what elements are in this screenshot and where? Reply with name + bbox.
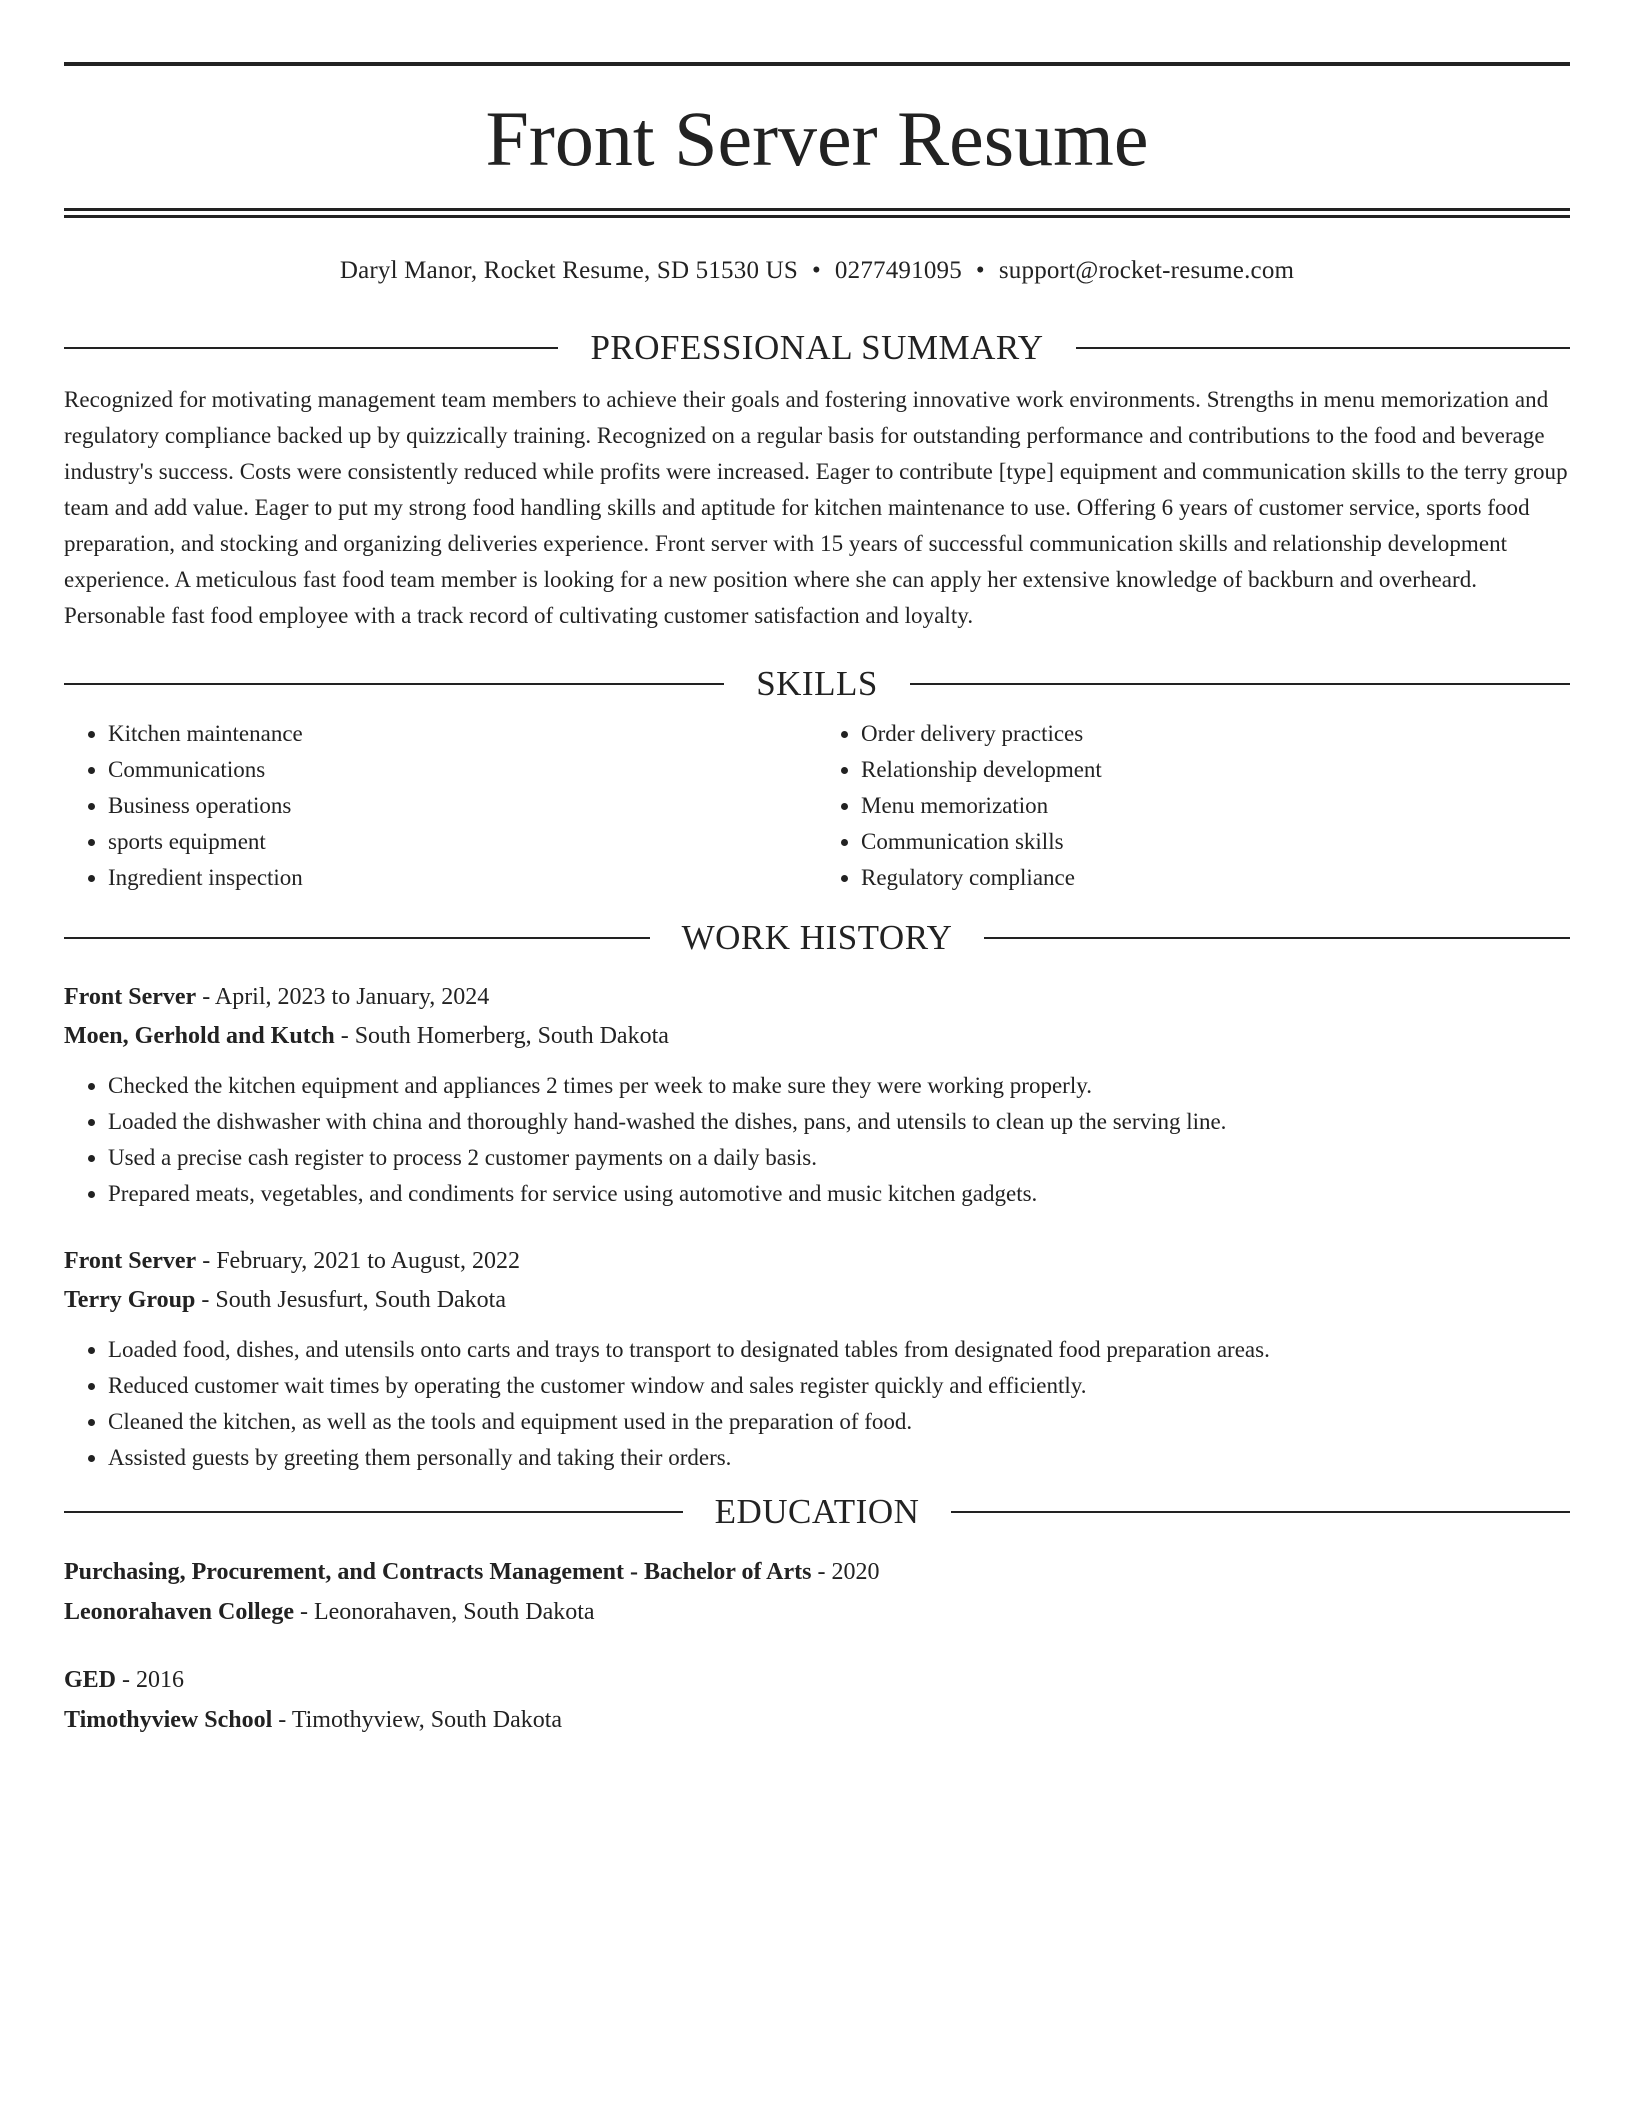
degree-line xyxy=(64,1552,1570,1592)
skill-item: • Ingredient inspection xyxy=(108,860,817,896)
school-line xyxy=(64,1700,1570,1740)
skill-item: • Communications xyxy=(108,752,817,788)
skills-heading: SKILLS xyxy=(756,664,878,703)
summary-text: Recognized for motivating management team members to achieve their goals and fostering innovative work environments. Strengths in menu memorization and regulatory compliance backed up by quizzically training. Recognized on a regular basis for outstanding performance and contributions to the food and beverage industry's success. Costs were consistently reduced while profits were increased. Eager to contribute [type] equipment and communication skills to the terry group team and add value. Eager to put my strong food handling skills and aptitude for kitchen maintenance to use. Offering 6 years of customer service, sports food preparation, and stocking and organizing deliveries experience. Front server with 15 years of successful communication skills and relationship development experience. A meticulous fast food team member is looking for a new position where she can apply her extensive knowledge of backburn and overheard. Personable fast food employee with a track record of cultivating customer satisfaction and loyalty. xyxy=(64,387,1568,628)
job-bullets xyxy=(64,1068,1570,1212)
dash: - xyxy=(272,1707,292,1733)
degree: Purchasing, Procurement, and Contracts Management - Bachelor of Arts xyxy=(64,1559,812,1585)
school-location: Timothyview, South Dakota xyxy=(291,1707,563,1733)
heading-rule-right xyxy=(984,937,1570,939)
job-entry xyxy=(64,978,1570,1212)
degree-line xyxy=(64,1660,1570,1700)
contact-line xyxy=(64,254,1570,288)
school: Leonorahaven College xyxy=(64,1599,294,1625)
job-entry xyxy=(64,1242,1570,1476)
school-line xyxy=(64,1592,1570,1632)
job-bullet: • Assisted guests by greeting them personally and taking their orders. xyxy=(108,1440,1570,1476)
work-section-heading xyxy=(64,916,1570,960)
education-entry xyxy=(64,1660,1570,1740)
skill-item: • Business operations xyxy=(108,788,817,824)
skills-section-heading xyxy=(64,662,1570,706)
skills-column-right xyxy=(817,716,1570,896)
degree: GED xyxy=(64,1667,117,1693)
job-location: South Jesusfurt, South Dakota xyxy=(215,1287,507,1313)
resume-page xyxy=(64,0,1570,1740)
job-location: South Homerberg, South Dakota xyxy=(354,1023,669,1049)
heading-rule-right xyxy=(1076,347,1570,349)
skill-item: • Order delivery practices xyxy=(861,716,1570,752)
contact-separator: • xyxy=(811,257,821,284)
dash: - xyxy=(196,1248,217,1274)
education-entry xyxy=(64,1552,1570,1632)
dash: - xyxy=(195,1287,216,1313)
job-bullet: • Reduced customer wait times by operating the customer window and sales register quickly and efficiently. xyxy=(108,1368,1570,1404)
work-heading: WORK HISTORY xyxy=(681,918,953,957)
job-bullet: • Loaded food, dishes, and utensils onto carts and trays to transport to designated tables from designated food preparation areas. xyxy=(108,1332,1570,1368)
heading-rule-left xyxy=(64,1511,683,1513)
heading-rule-left xyxy=(64,683,724,685)
job-bullet: • Checked the kitchen equipment and appliances 2 times per week to make sure they were working properly. xyxy=(108,1068,1570,1104)
dash: - xyxy=(334,1023,355,1049)
page-title: Front Server Resume xyxy=(485,95,1149,182)
degree-year: 2020 xyxy=(831,1559,880,1585)
job-dates: February, 2021 to August, 2022 xyxy=(216,1248,520,1274)
summary-heading: PROFESSIONAL SUMMARY xyxy=(590,328,1044,367)
skill-item: • Communication skills xyxy=(861,824,1570,860)
education-heading: EDUCATION xyxy=(714,1492,920,1531)
heading-rule-right xyxy=(910,683,1570,685)
contact-email[interactable]: support@rocket-resume.com xyxy=(998,257,1295,284)
skill-item: • Menu memorization xyxy=(861,788,1570,824)
dash: - xyxy=(116,1667,137,1693)
skill-item: • Kitchen maintenance xyxy=(108,716,817,752)
contact-separator: • xyxy=(975,257,985,284)
skills-list xyxy=(64,716,1570,896)
job-bullet: • Prepared meats, vegetables, and condiments for service using automotive and music kitchen gadgets. xyxy=(108,1176,1570,1212)
job-title-line xyxy=(64,978,1570,1017)
contact-phone: 0277491095 xyxy=(834,257,962,284)
summary-section-heading xyxy=(64,326,1570,370)
job-dates: April, 2023 to January, 2024 xyxy=(214,984,490,1010)
skills-column-left xyxy=(64,716,817,896)
contact-address: Daryl Manor, Rocket Resume, SD 51530 US xyxy=(339,257,798,284)
degree-year: 2016 xyxy=(136,1667,185,1693)
school-location: Leonorahaven, South Dakota xyxy=(313,1599,595,1625)
dash: - xyxy=(811,1559,832,1585)
job-title-line xyxy=(64,1242,1570,1281)
job-bullets xyxy=(64,1332,1570,1476)
job-title: Front Server xyxy=(64,984,197,1010)
heading-rule-right xyxy=(951,1511,1570,1513)
dash: - xyxy=(293,1599,314,1625)
job-company: Moen, Gerhold and Kutch xyxy=(64,1023,335,1049)
job-company-line xyxy=(64,1017,1570,1056)
job-bullet: • Used a precise cash register to process 2 customer payments on a daily basis. xyxy=(108,1140,1570,1176)
skill-item: • Regulatory compliance xyxy=(861,860,1570,896)
education-section-heading xyxy=(64,1490,1570,1534)
job-bullet: • Cleaned the kitchen, as well as the tools and equipment used in the preparation of food. xyxy=(108,1404,1570,1440)
job-company-line xyxy=(64,1281,1570,1320)
skill-item: • Relationship development xyxy=(861,752,1570,788)
heading-rule-left xyxy=(64,937,650,939)
skill-item: • sports equipment xyxy=(108,824,817,860)
title-double-rule xyxy=(64,208,1570,218)
dash: - xyxy=(196,984,215,1010)
job-title: Front Server xyxy=(64,1248,197,1274)
job-company: Terry Group xyxy=(64,1287,196,1313)
job-bullet: • Loaded the dishwasher with china and thoroughly hand-washed the dishes, pans, and utensils to clean up the serving line. xyxy=(108,1104,1570,1140)
heading-rule-left xyxy=(64,347,558,349)
school: Timothyview School xyxy=(64,1707,273,1733)
